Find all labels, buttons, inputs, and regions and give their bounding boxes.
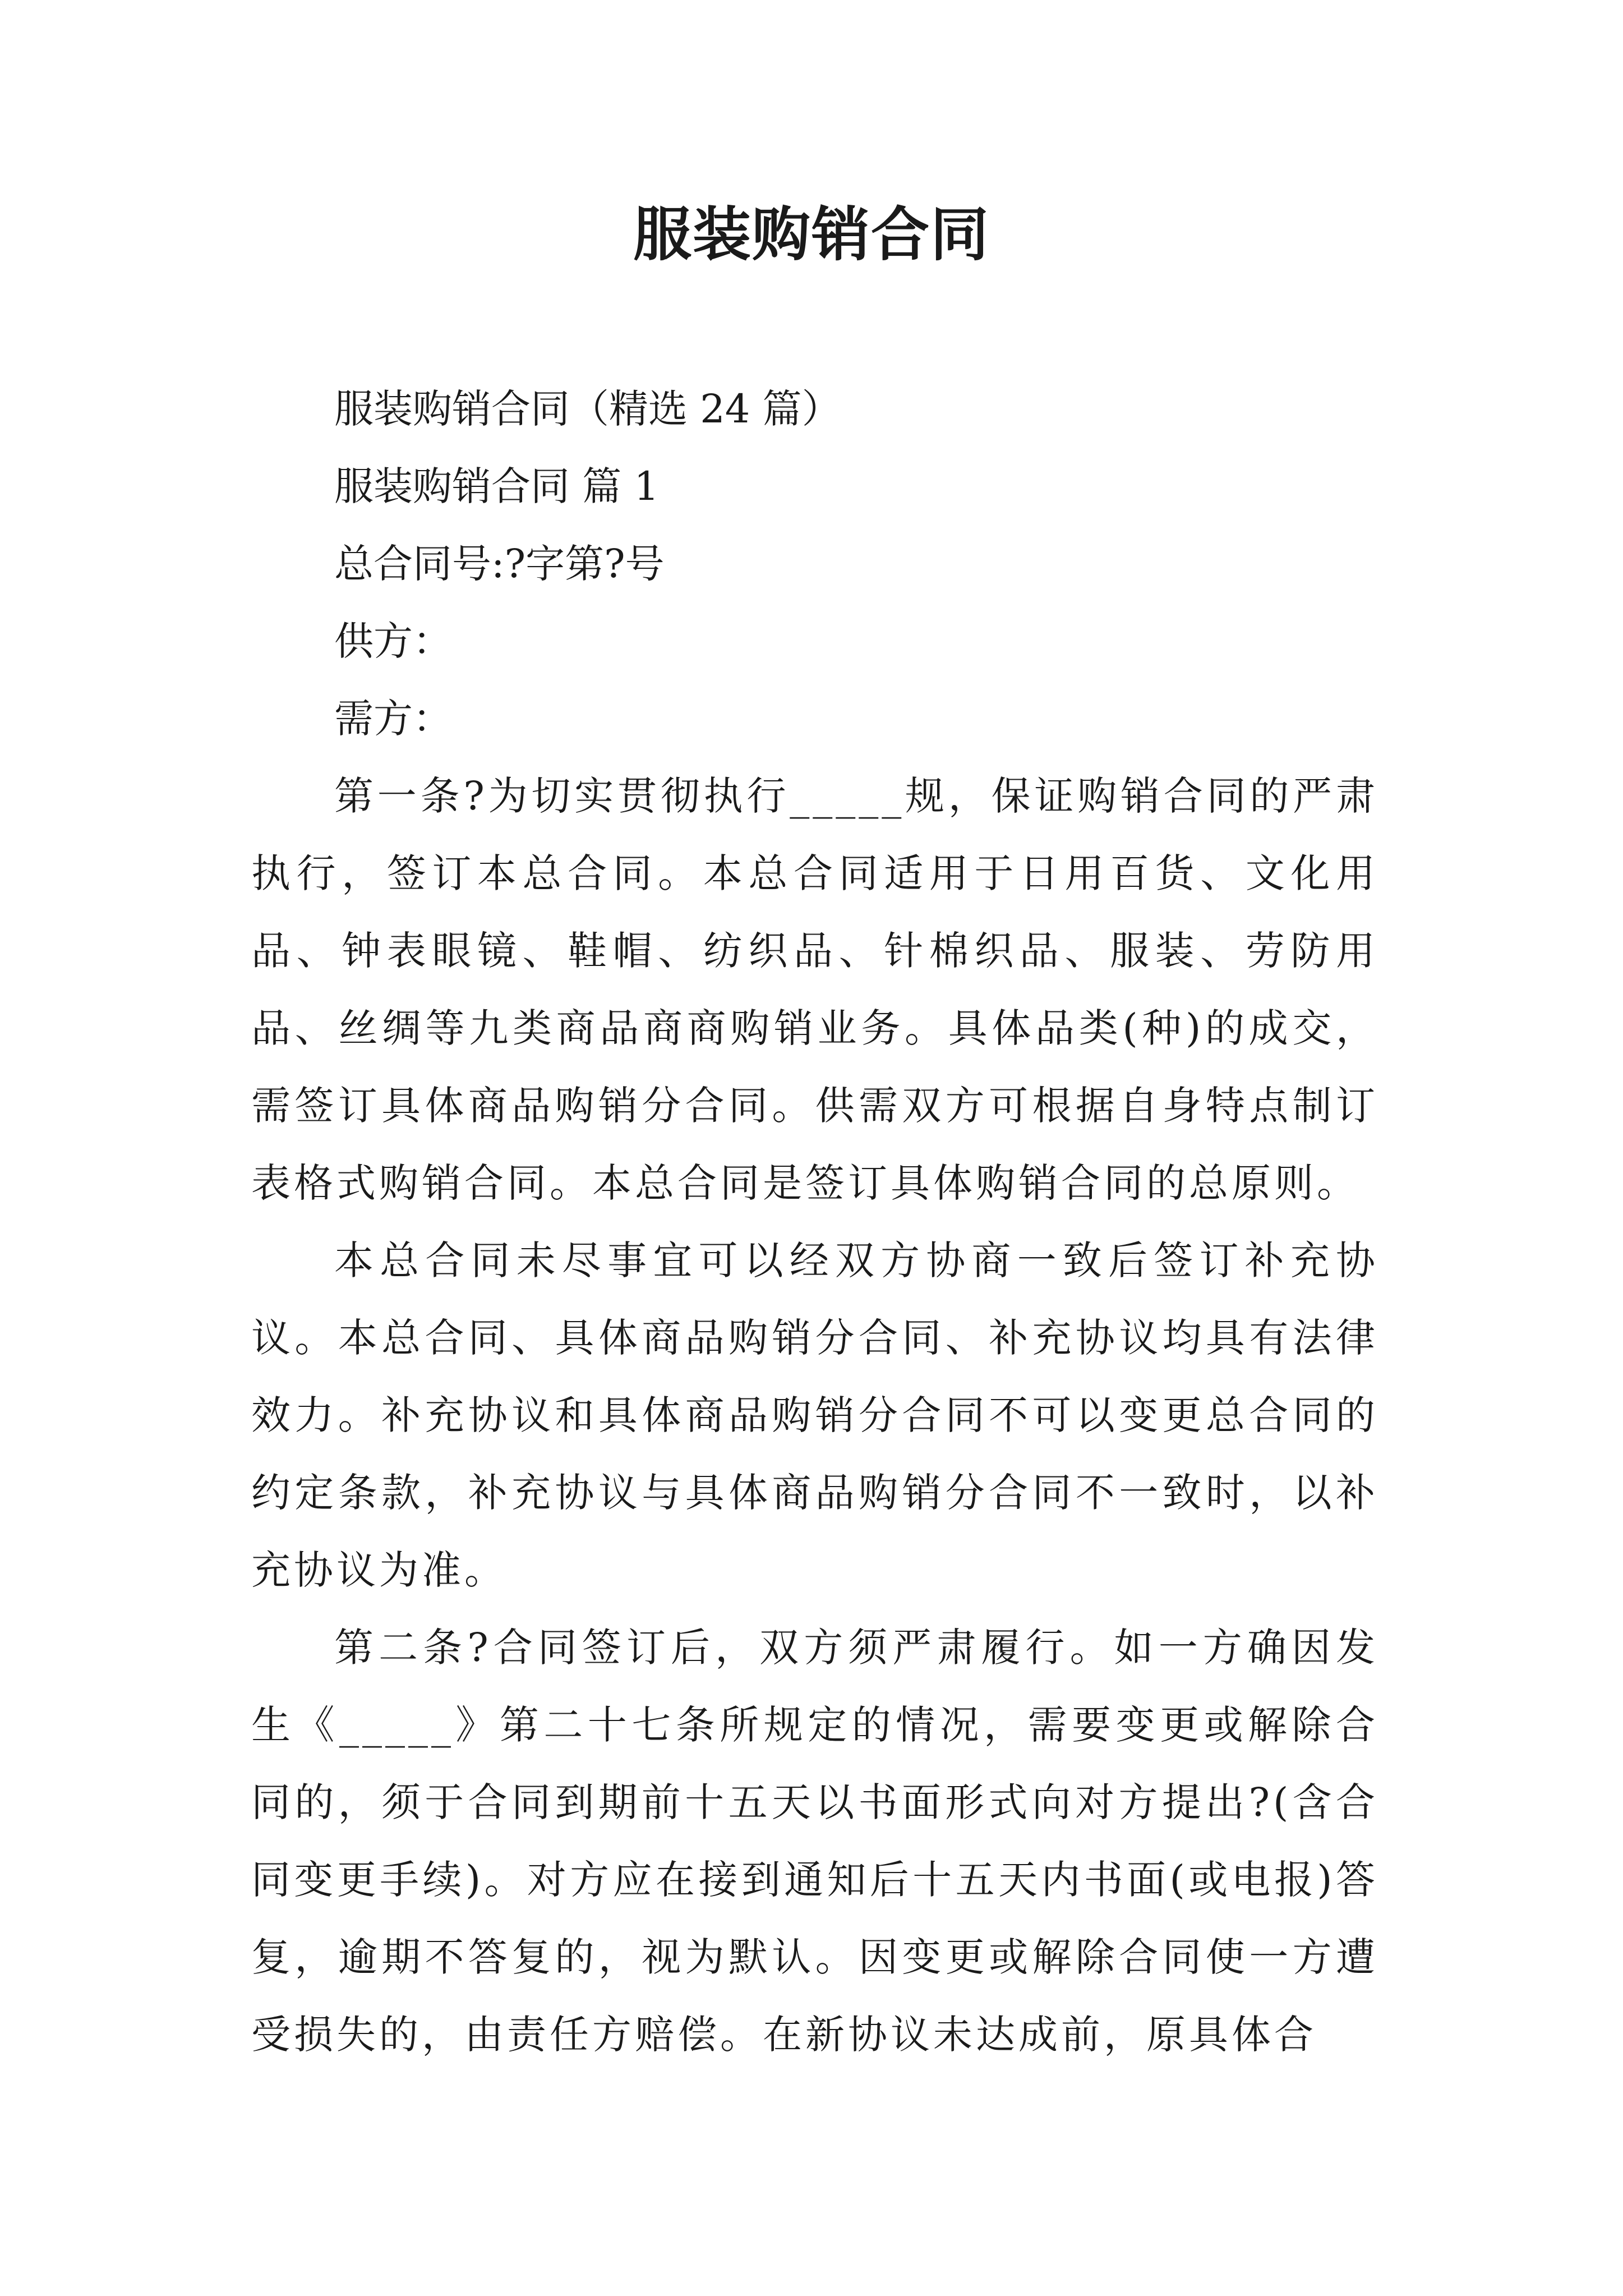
paragraph-article-1: 第一条?为切实贯彻执行_____规，保证购销合同的严肃执行，签订本总合同。本总合同适用于日用百货、文化用品、钟表眼镜、鞋帽、纺织品、针棉织品、服装、劳防用品、丝绸等九类商品商商购销业务。具体品类(种)的成交，需签订具体商品购销分合同。供需双方可根据自身特点制订表格式购销合同。本总合同是签订具体购销合同的总原则。 xyxy=(251,773,1378,1206)
document-title: 服装购销合同 xyxy=(633,200,990,269)
contract-number: 总合同号:?字第?号 xyxy=(334,541,665,587)
document-subtitle: 服装购销合同（精选 24 篇） xyxy=(334,386,841,432)
document-body xyxy=(251,370,1378,2073)
paragraph-supplement: 本总合同未尽事宜可以经双方协商一致后签订补充协议。本总合同、具体商品购销分合同、补充协议均具有法律效力。补充协议和具体商品购销分合同不可以变更总合同的约定条款，补充协议与具体商品购销分合同不一致时，以补充协议为准。 xyxy=(251,1237,1378,1593)
section-heading: 服装购销合同 篇 1 xyxy=(334,463,660,509)
buyer-label: 需方： xyxy=(334,696,452,742)
supplier-label: 供方： xyxy=(334,618,452,664)
paragraph-article-2: 第二条?合同签订后，双方须严肃履行。如一方确因发生《_____》第二十七条所规定的情况，需要变更或解除合同的，须于合同到期前十五天以书面形式向对方提出?(含合同变更手续)。对方应在接到通知后十五天内书面(或电报)答复，逾期不答复的，视为默认。因变更或解除合同使一方遭受损失的，由责任方赔偿。在新协议未达成前，原具体合 xyxy=(251,1625,1378,2058)
